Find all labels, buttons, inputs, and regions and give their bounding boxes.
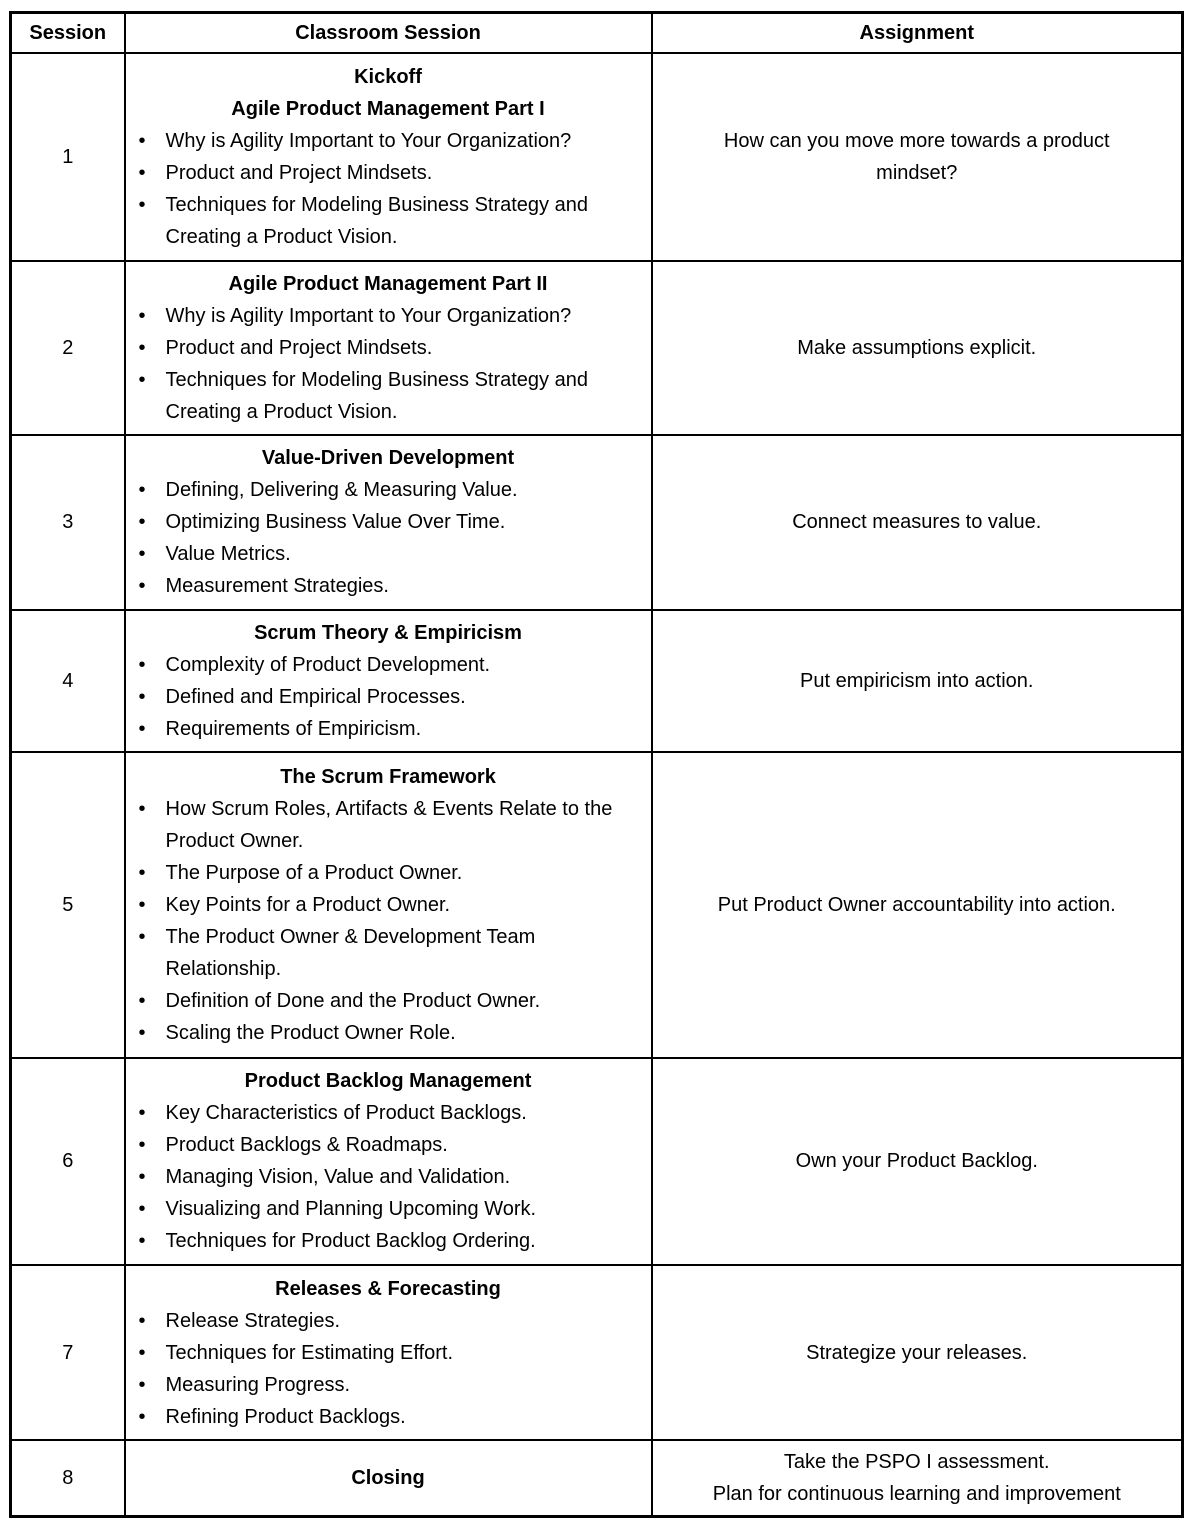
- bullet-text: Optimizing Business Value Over Time.: [165, 511, 506, 534]
- bullet-item: [126, 332, 651, 364]
- table-row: [11, 53, 1183, 261]
- classroom-session-cell: [125, 752, 652, 1058]
- bullet-marker-icon: •: [138, 336, 146, 359]
- bullet-item: [126, 793, 651, 857]
- bullet-marker-icon: •: [138, 129, 146, 152]
- table-row: [11, 435, 1183, 610]
- session-cell: [11, 1440, 125, 1517]
- session-number: 7: [62, 1341, 74, 1364]
- bullet-text: Why is Agility Important to Your Organization?: [165, 129, 572, 152]
- bullet-text: Why is Agility Important to Your Organization?: [165, 304, 572, 327]
- bullet-marker-icon: •: [138, 989, 146, 1012]
- bullet-item: [126, 921, 651, 985]
- session-number: 8: [62, 1466, 74, 1489]
- table-row: [11, 261, 1183, 436]
- session-cell: [11, 435, 125, 610]
- bullet-marker-icon: •: [138, 368, 146, 391]
- bullet-text: Scaling the Product Owner Role.: [165, 1021, 456, 1044]
- bullet-marker-icon: •: [138, 1341, 146, 1364]
- bullet-item: [126, 1401, 651, 1433]
- bullet-marker-icon: •: [138, 893, 146, 916]
- table-row: [11, 1440, 1183, 1517]
- table-body: [11, 53, 1183, 1517]
- table-row: [11, 610, 1183, 752]
- assignment-cell: [652, 435, 1183, 610]
- session-number: 2: [62, 336, 74, 359]
- assignment-line: Connect measures to value.: [792, 511, 1042, 534]
- session-title: Releases & Forecasting: [275, 1277, 501, 1300]
- bullet-item: [126, 1193, 651, 1225]
- bullet-marker-icon: •: [138, 1309, 146, 1332]
- bullet-item: [126, 1017, 651, 1049]
- table-row: [11, 1265, 1183, 1440]
- assignment-cell: [652, 752, 1183, 1058]
- bullet-text: Measurement Strategies.: [165, 575, 389, 598]
- session-title: Product Backlog Management: [244, 1070, 532, 1093]
- classroom-session-cell: [125, 1265, 652, 1440]
- bullet-text: Techniques for Product Backlog Ordering.: [165, 1230, 536, 1253]
- assignment-cell: [652, 1058, 1183, 1266]
- assignment-line: mindset?: [876, 161, 958, 184]
- session-cell: [11, 261, 125, 436]
- bullet-marker-icon: •: [138, 1134, 146, 1157]
- assignment-line: How can you move more towards a product: [723, 129, 1110, 152]
- assignment-line: Put Product Owner accountability into action.: [717, 893, 1116, 916]
- header-session: Session: [11, 13, 125, 54]
- assignment-line: Own your Product Backlog.: [795, 1150, 1038, 1173]
- bullet-marker-icon: •: [138, 543, 146, 566]
- bullet-item: [126, 1305, 651, 1337]
- assignment-cell: [652, 1440, 1183, 1517]
- header-assignment: Assignment: [652, 13, 1183, 54]
- assignment-line: Plan for continuous learning and improvement: [712, 1482, 1121, 1505]
- bullet-marker-icon: •: [138, 1373, 146, 1396]
- bullet-item: [126, 713, 651, 745]
- session-number: 3: [62, 511, 74, 534]
- bullet-text: Refining Product Backlogs.: [165, 1405, 406, 1428]
- session-title: Agile Product Management Part II: [228, 272, 548, 295]
- bullet-text: Defining, Delivering & Measuring Value.: [165, 479, 518, 502]
- session-number: 4: [62, 669, 74, 692]
- bullet-marker-icon: •: [138, 797, 146, 820]
- bullet-text: Requirements of Empiricism.: [165, 717, 422, 740]
- bullet-item: [126, 1161, 651, 1193]
- bullet-text: Techniques for Estimating Effort.: [165, 1341, 454, 1364]
- bullet-marker-icon: •: [138, 653, 146, 676]
- bullet-text: Techniques for Modeling Business Strategy and Creating a Product Vision.: [165, 368, 588, 423]
- classroom-session-cell: [125, 1440, 652, 1517]
- bullet-marker-icon: •: [138, 1230, 146, 1253]
- bullet-text: Key Characteristics of Product Backlogs.: [165, 1102, 527, 1125]
- assignment-line: Take the PSPO I assessment.: [783, 1450, 1050, 1473]
- bullet-marker-icon: •: [138, 1102, 146, 1125]
- bullet-marker-icon: •: [138, 193, 146, 216]
- bullet-text: Release Strategies.: [165, 1309, 341, 1332]
- bullet-marker-icon: •: [138, 861, 146, 884]
- bullet-item: [126, 300, 651, 332]
- table-header-row: [11, 13, 1183, 54]
- session-title: Value-Driven Development: [261, 447, 515, 470]
- bullet-item: [126, 125, 651, 157]
- bullet-marker-icon: •: [138, 161, 146, 184]
- bullet-marker-icon: •: [138, 1405, 146, 1428]
- session-title: Scrum Theory & Empiricism: [254, 621, 522, 644]
- course-schedule-table: [9, 11, 1184, 1518]
- bullet-item: [126, 1369, 651, 1401]
- bullet-item: [126, 889, 651, 921]
- bullet-text: Product and Project Mindsets.: [165, 161, 433, 184]
- classroom-session-cell: [125, 1058, 652, 1266]
- classroom-session-cell: [125, 261, 652, 436]
- bullet-item: [126, 649, 651, 681]
- bullet-text: Value Metrics.: [165, 543, 291, 566]
- bullet-marker-icon: •: [138, 575, 146, 598]
- bullet-item: [126, 364, 651, 428]
- bullet-marker-icon: •: [138, 925, 146, 948]
- bullet-text: Managing Vision, Value and Validation.: [165, 1166, 511, 1189]
- session-title: Closing: [351, 1466, 425, 1489]
- bullet-marker-icon: •: [138, 511, 146, 534]
- bullet-marker-icon: •: [138, 685, 146, 708]
- session-title: The Scrum Framework: [280, 765, 496, 788]
- bullet-item: [126, 1129, 651, 1161]
- bullet-marker-icon: •: [138, 717, 146, 740]
- bullet-item: [126, 985, 651, 1017]
- classroom-session-cell: [125, 53, 652, 261]
- bullet-item: [126, 474, 651, 506]
- bullet-text: Measuring Progress.: [165, 1373, 351, 1396]
- bullet-text: Definition of Done and the Product Owner.: [165, 989, 541, 1012]
- session-number: 6: [62, 1150, 74, 1173]
- session-number: 5: [62, 893, 74, 916]
- bullet-marker-icon: •: [138, 1198, 146, 1221]
- session-number: 1: [62, 145, 74, 168]
- bullet-text: Defined and Empirical Processes.: [165, 685, 466, 708]
- bullet-item: [126, 570, 651, 602]
- classroom-session-cell: [125, 610, 652, 752]
- bullet-item: [126, 189, 651, 253]
- assignment-line: Put empiricism into action.: [800, 669, 1034, 692]
- table-row: [11, 752, 1183, 1058]
- assignment-cell: [652, 53, 1183, 261]
- bullet-text: How Scrum Roles, Artifacts & Events Relate to the Product Owner.: [165, 797, 613, 852]
- bullet-marker-icon: •: [138, 1166, 146, 1189]
- assignment-line: Strategize your releases.: [806, 1341, 1028, 1364]
- session-title: Agile Product Management Part I: [231, 97, 545, 120]
- bullet-item: [126, 681, 651, 713]
- bullet-text: The Product Owner & Development Team Relationship.: [165, 925, 536, 980]
- table-row: [11, 1058, 1183, 1266]
- session-title: Kickoff: [354, 65, 422, 88]
- bullet-text: Complexity of Product Development.: [165, 653, 491, 676]
- bullet-item: [126, 157, 651, 189]
- bullet-text: Visualizing and Planning Upcoming Work.: [165, 1198, 537, 1221]
- session-cell: [11, 1265, 125, 1440]
- bullet-text: Product and Project Mindsets.: [165, 336, 433, 359]
- session-cell: [11, 610, 125, 752]
- classroom-session-cell: [125, 435, 652, 610]
- bullet-item: [126, 857, 651, 889]
- bullet-item: [126, 1097, 651, 1129]
- assignment-cell: [652, 261, 1183, 436]
- assignment-cell: [652, 1265, 1183, 1440]
- bullet-item: [126, 538, 651, 570]
- bullet-marker-icon: •: [138, 1021, 146, 1044]
- bullet-item: [126, 1225, 651, 1257]
- bullet-text: Product Backlogs & Roadmaps.: [165, 1134, 448, 1157]
- session-cell: [11, 1058, 125, 1266]
- header-classroom-session: Classroom Session: [125, 13, 652, 54]
- session-cell: [11, 53, 125, 261]
- bullet-text: The Purpose of a Product Owner.: [165, 861, 463, 884]
- assignment-line: Make assumptions explicit.: [797, 336, 1037, 359]
- bullet-marker-icon: •: [138, 304, 146, 327]
- bullet-text: Techniques for Modeling Business Strategy and Creating a Product Vision.: [165, 193, 588, 248]
- bullet-item: [126, 1337, 651, 1369]
- bullet-marker-icon: •: [138, 479, 146, 502]
- bullet-text: Key Points for a Product Owner.: [165, 893, 451, 916]
- session-cell: [11, 752, 125, 1058]
- assignment-cell: [652, 610, 1183, 752]
- bullet-item: [126, 506, 651, 538]
